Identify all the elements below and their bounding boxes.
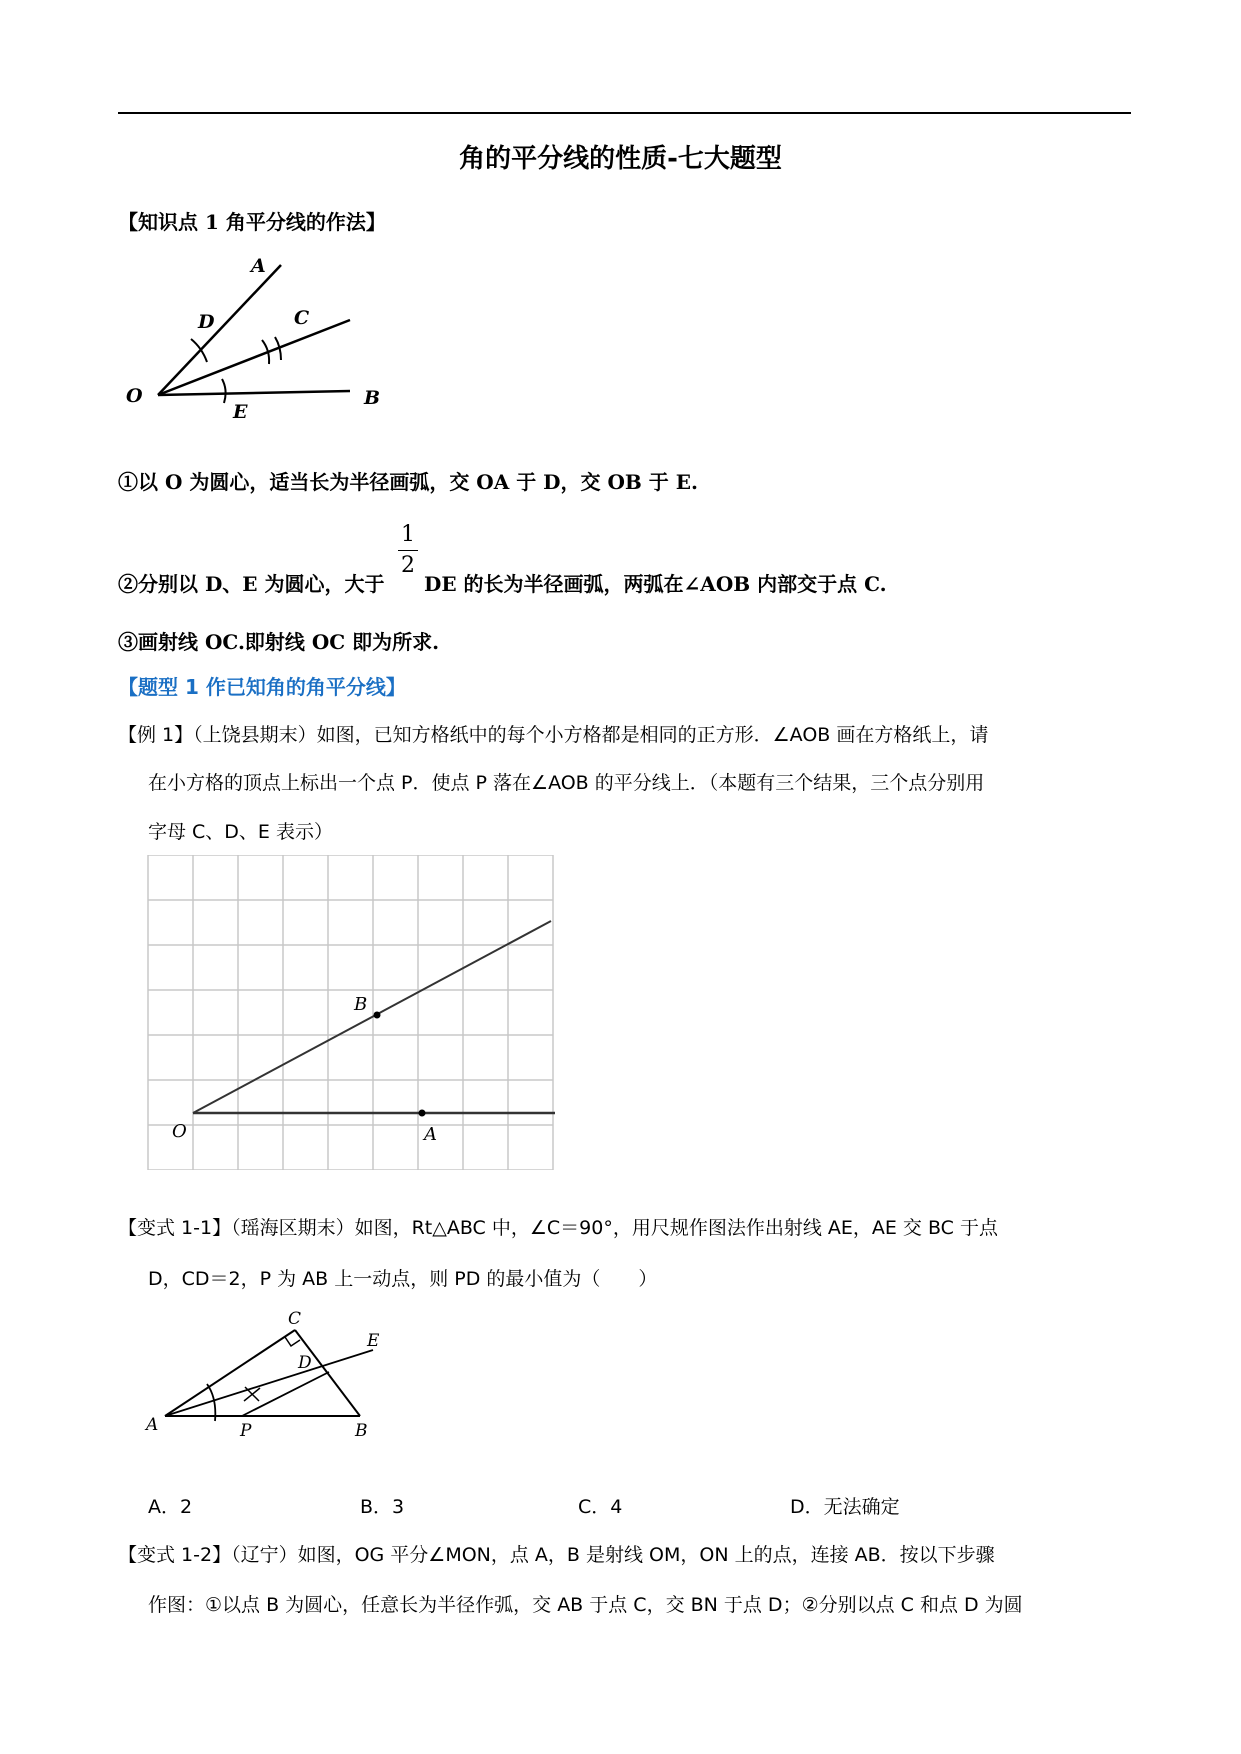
grid-label-B: B [354, 994, 368, 1015]
tri-label-P: P [240, 1421, 252, 1441]
type-1-heading: 【题型 1 作已知角的角平分线】 [118, 675, 406, 699]
fraction-one-half [398, 524, 418, 577]
tri-label-A: A [146, 1415, 159, 1435]
fig1-label-A: A [251, 255, 266, 277]
fig1-label-C: C [294, 307, 310, 329]
page-title: 角的平分线的性质-七大题型 [459, 144, 782, 174]
variant-1-1-line-2: D，CD＝2，P 为 AB 上一动点，则 PD 的最小值为（ ） [148, 1268, 658, 1290]
triangle-bisector-figure [140, 1300, 400, 1450]
option-a[interactable]: A．2 [148, 1496, 193, 1518]
variant-1-2-line-1: 【变式 1-2】（辽宁）如图，OG 平分∠MON，点 A，B 是射线 OM，ON 上的点，连接 AB．按以下步骤 [118, 1544, 995, 1566]
variant-1-1-line-1: 【变式 1-1】（瑶海区期末）如图，Rt△ABC 中，∠C＝90°，用尺规作图法作出射线 AE，AE 交 BC 于点 [118, 1217, 998, 1239]
header-rule [118, 112, 1131, 114]
tri-label-B: B [355, 1421, 368, 1441]
grid-angle-figure [140, 855, 570, 1170]
tri-label-E: E [367, 1331, 380, 1351]
step-3: ③画射线 OC.即射线 OC 即为所求. [118, 630, 440, 654]
example-1-line-3: 字母 C、D、E 表示） [148, 821, 333, 843]
tri-label-C: C [288, 1309, 302, 1329]
fig1-label-E: E [233, 401, 248, 423]
example-1-line-2: 在小方格的顶点上标出一个点 P．使点 P 落在∠AOB 的平分线上．（本题有三个结果，三个点分别用 [148, 772, 985, 794]
grid-label-O: O [172, 1121, 187, 1142]
option-d[interactable]: D．无法确定 [790, 1496, 900, 1518]
step-1: ①以 O 为圆心，适当长为半径画弧，交 OA 于 D，交 OB 于 E. [118, 470, 698, 494]
fraction-denominator: 2 [401, 553, 415, 578]
tri-label-D: D [298, 1353, 312, 1373]
grid-label-A: A [424, 1124, 437, 1145]
step-2-part-a: ②分别以 D、E 为圆心，大于 [118, 572, 385, 596]
fraction-numerator: 1 [401, 522, 415, 547]
fig1-label-O: O [126, 385, 143, 407]
knowledge-heading: 【知识点 1 角平分线的作法】 [118, 210, 386, 234]
option-c[interactable]: C．4 [578, 1496, 623, 1518]
fraction-bar [398, 550, 418, 551]
fig1-label-B: B [364, 387, 381, 409]
fig1-label-D: D [198, 311, 215, 333]
option-b[interactable]: B．3 [360, 1496, 405, 1518]
variant-1-2-line-2: 作图：①以点 B 为圆心，任意长为半径作弧，交 AB 于点 C，交 BN 于点 D；②分别以点 C 和点 D 为圆 [148, 1594, 1023, 1616]
bisector-construction-figure [118, 250, 398, 430]
example-1-line-1: 【例 1】（上饶县期末）如图，已知方格纸中的每个小方格都是相同的正方形．∠AOB 画在方格纸上，请 [118, 724, 989, 746]
step-2-part-b: DE 的长为半径画弧，两弧在∠AOB 内部交于点 C. [424, 572, 887, 596]
